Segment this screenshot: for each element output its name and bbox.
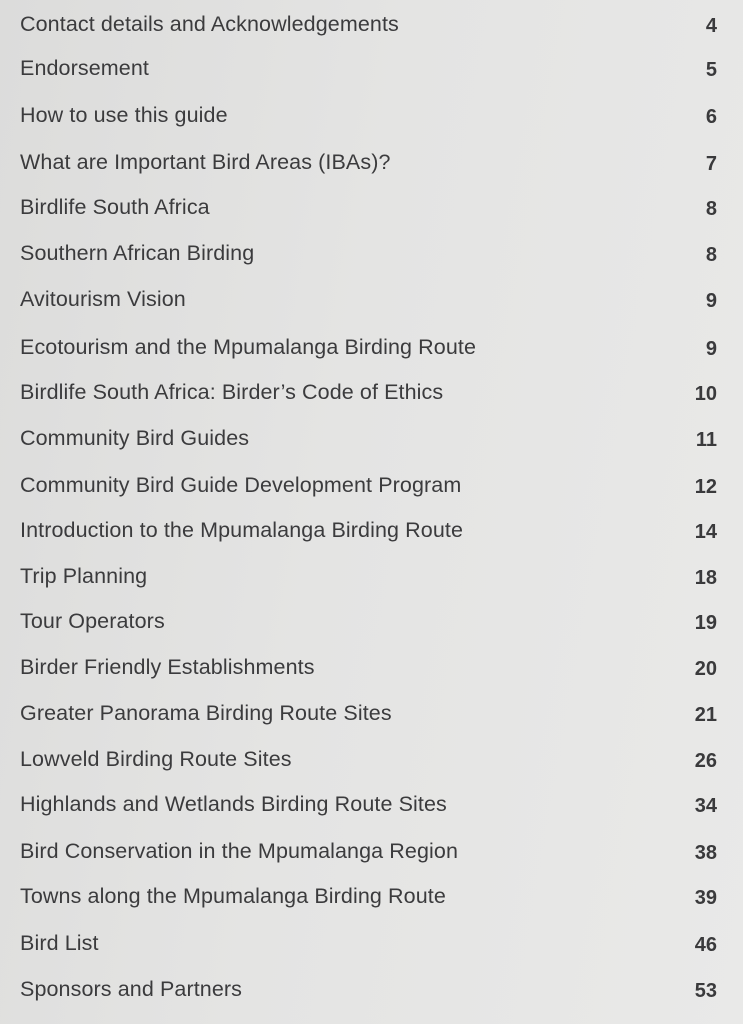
toc-entry-title: Introduction to the Mpumalanga Birding Route bbox=[20, 518, 464, 542]
toc-entry-title: Trip Planning bbox=[20, 564, 148, 588]
toc-entry bbox=[20, 238, 720, 268]
toc-entry-title: Highlands and Wetlands Birding Route Sites bbox=[20, 792, 447, 816]
toc-entry bbox=[20, 377, 720, 407]
toc-entry-title: Greater Panorama Birding Route Sites bbox=[20, 701, 392, 725]
toc-entry-page: 19 bbox=[694, 612, 717, 634]
toc-entry-page: 8 bbox=[705, 198, 717, 220]
toc-entry-page: 26 bbox=[694, 750, 717, 772]
toc-entry-title: Birdlife South Africa bbox=[20, 195, 210, 219]
toc-entry-page: 46 bbox=[694, 934, 717, 956]
toc-entry bbox=[20, 606, 720, 636]
toc-entry-title: What are Important Bird Areas (IBAs)? bbox=[20, 150, 391, 174]
toc-entry-page: 4 bbox=[705, 15, 717, 37]
toc-entry-page: 18 bbox=[694, 567, 717, 589]
toc-entry bbox=[20, 561, 720, 591]
toc-entry-title: Bird Conservation in the Mpumalanga Region bbox=[20, 839, 459, 863]
toc-entry-page: 34 bbox=[694, 795, 717, 817]
toc-entry-page: 53 bbox=[694, 980, 717, 1002]
toc-entry bbox=[20, 284, 720, 314]
toc-entry bbox=[20, 881, 720, 911]
toc-entry bbox=[20, 147, 720, 177]
toc-entry-page: 21 bbox=[694, 704, 717, 726]
toc-entry-title: Lowveld Birding Route Sites bbox=[20, 747, 292, 771]
toc-entry-title: Birder Friendly Establishments bbox=[20, 655, 315, 679]
toc-entry bbox=[20, 53, 720, 83]
toc-entry-title: Contact details and Acknowledgements bbox=[20, 12, 399, 36]
toc-entry-title: Avitourism Vision bbox=[20, 287, 186, 311]
toc-entry-title: Southern African Birding bbox=[20, 241, 255, 265]
toc-entry-page: 7 bbox=[705, 153, 717, 175]
toc-entry bbox=[20, 974, 720, 1004]
toc-entry bbox=[20, 192, 720, 222]
toc-entry-page: 14 bbox=[694, 521, 717, 543]
toc-entry bbox=[20, 928, 720, 958]
toc-entry-page: 11 bbox=[695, 429, 717, 451]
toc-entry bbox=[20, 836, 720, 866]
toc-entry bbox=[20, 470, 720, 500]
toc-entry bbox=[20, 332, 720, 362]
toc-entry-title: Birdlife South Africa: Birder’s Code of Ethics bbox=[20, 380, 444, 404]
toc-entry-title: Tour Operators bbox=[20, 609, 165, 633]
toc-entry-title: Sponsors and Partners bbox=[20, 977, 243, 1001]
toc-entry-page: 38 bbox=[694, 842, 717, 864]
toc-entry-title: Endorsement bbox=[20, 56, 149, 80]
toc-entry-page: 10 bbox=[694, 383, 717, 405]
toc-entry-page: 39 bbox=[694, 887, 717, 909]
toc-entry-page: 5 bbox=[705, 59, 717, 81]
toc-entry-title: Towns along the Mpumalanga Birding Route bbox=[20, 884, 446, 908]
toc-entry bbox=[20, 423, 720, 453]
toc-entry-title: Community Bird Guides bbox=[20, 426, 250, 450]
toc-entry bbox=[20, 652, 720, 682]
toc-entry-page: 9 bbox=[705, 290, 717, 312]
toc-entry-page: 9 bbox=[705, 338, 717, 360]
toc-entry bbox=[20, 100, 720, 130]
toc-entry-page: 6 bbox=[705, 106, 717, 128]
toc-entry-title: Bird List bbox=[20, 931, 99, 955]
toc-entry-page: 12 bbox=[694, 476, 717, 498]
toc-entry-title: Ecotourism and the Mpumalanga Birding Route bbox=[20, 335, 477, 359]
toc-entry bbox=[20, 789, 720, 819]
toc-entry bbox=[20, 515, 720, 545]
toc-entry-page: 8 bbox=[705, 244, 717, 266]
toc-entry-title: Community Bird Guide Development Program bbox=[20, 473, 462, 497]
toc-entry bbox=[20, 9, 720, 39]
toc-entry bbox=[20, 744, 720, 774]
toc-entry-page: 20 bbox=[694, 658, 717, 680]
toc-entry-title: How to use this guide bbox=[20, 103, 228, 127]
toc-entry bbox=[20, 698, 720, 728]
